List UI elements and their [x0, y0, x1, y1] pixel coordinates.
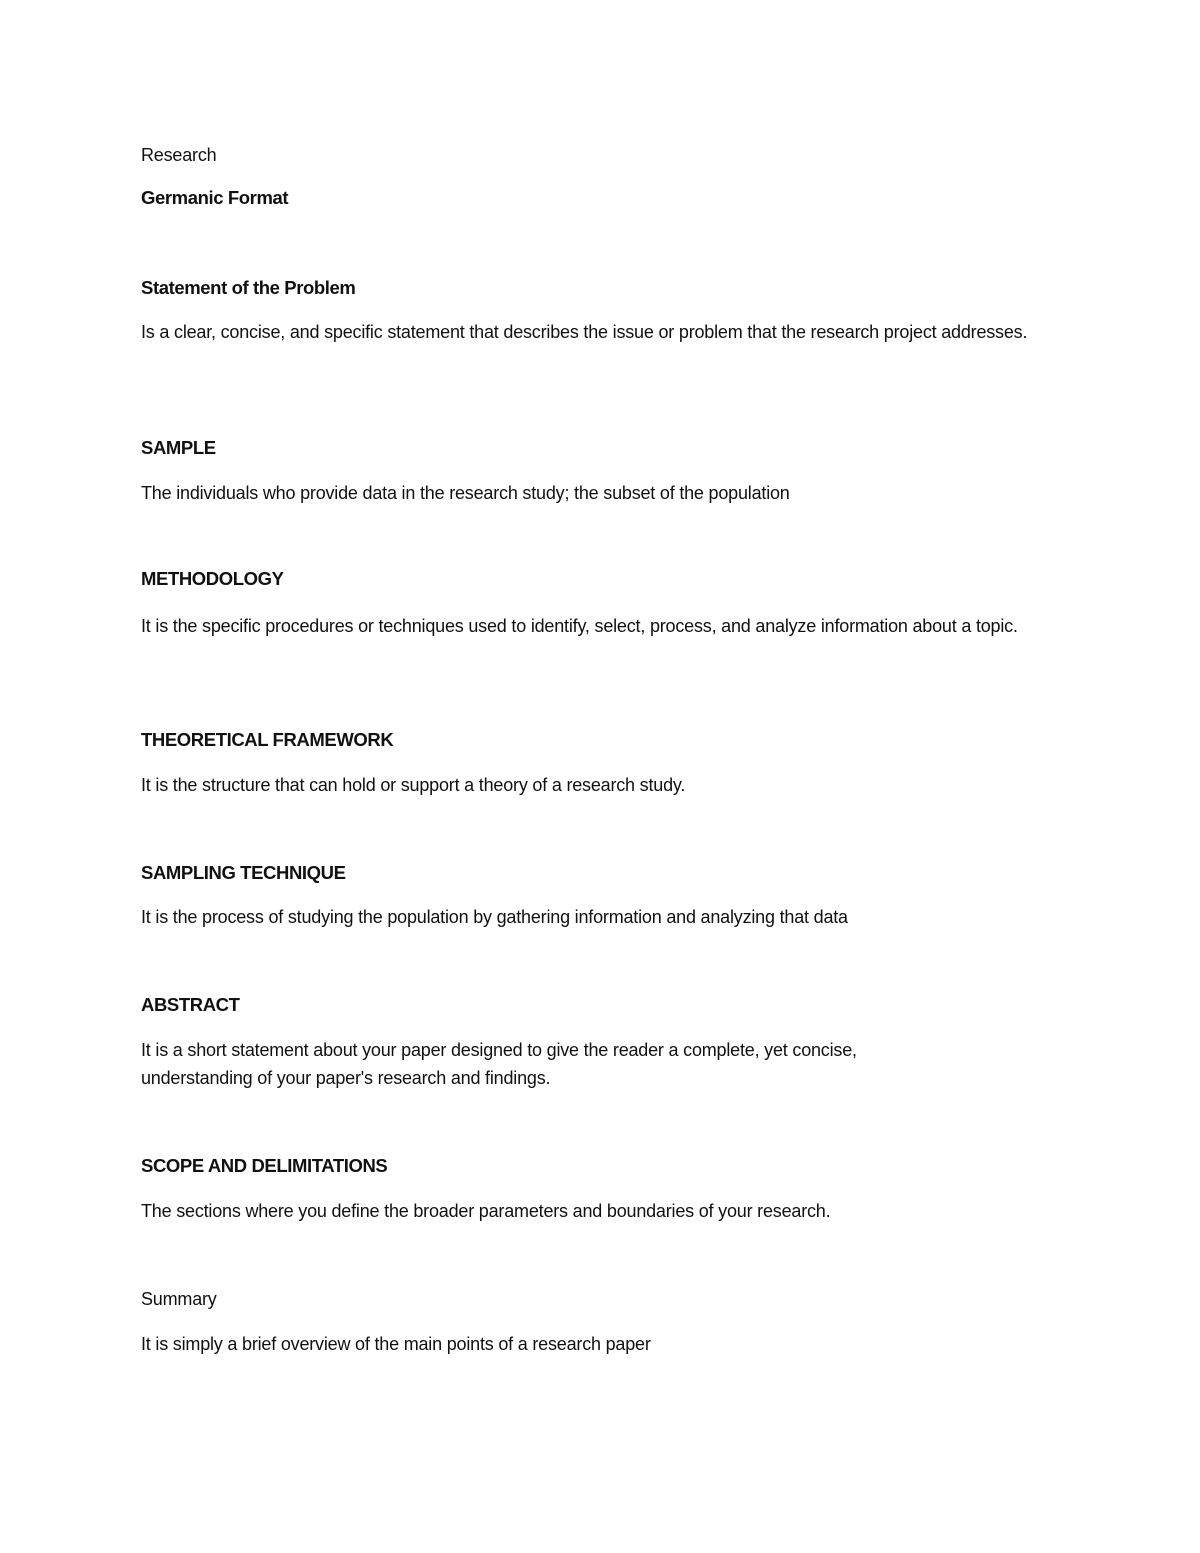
- section-heading-sampling-technique: SAMPLING TECHNIQUE: [141, 862, 346, 883]
- section-body-scope-and-delimitations: The sections where you define the broader parameters and boundaries of your research.: [141, 1201, 831, 1221]
- section-body-sampling-technique: It is the process of studying the population by gathering information and analyzing that data: [141, 907, 848, 927]
- document-title: Germanic Format: [141, 187, 289, 208]
- section-heading-theoretical-framework: THEORETICAL FRAMEWORK: [141, 729, 394, 750]
- section-heading-abstract: ABSTRACT: [141, 994, 240, 1015]
- section-body-abstract: It is a short statement about your paper designed to give the reader a complete, yet concise, understanding of your paper's research and findings.: [141, 1040, 857, 1088]
- section-heading-statement-of-the-problem: Statement of the Problem: [141, 277, 356, 298]
- document-subject: Research: [141, 145, 217, 165]
- section-heading-summary: Summary: [141, 1289, 217, 1309]
- section-heading-sample: SAMPLE: [141, 437, 216, 458]
- section-heading-methodology: METHODOLOGY: [141, 568, 284, 589]
- section-heading-scope-and-delimitations: SCOPE AND DELIMITATIONS: [141, 1155, 388, 1176]
- section-body-summary: It is simply a brief overview of the main points of a research paper: [141, 1334, 651, 1354]
- section-body-statement-of-the-problem: Is a clear, concise, and specific statement that describes the issue or problem that the research project addresses.: [141, 322, 1028, 342]
- section-body-theoretical-framework: It is the structure that can hold or support a theory of a research study.: [141, 775, 686, 795]
- section-body-methodology: It is the specific procedures or techniques used to identify, select, process, and analyze information about a topic.: [141, 616, 1018, 636]
- section-body-sample: The individuals who provide data in the research study; the subset of the population: [141, 483, 790, 503]
